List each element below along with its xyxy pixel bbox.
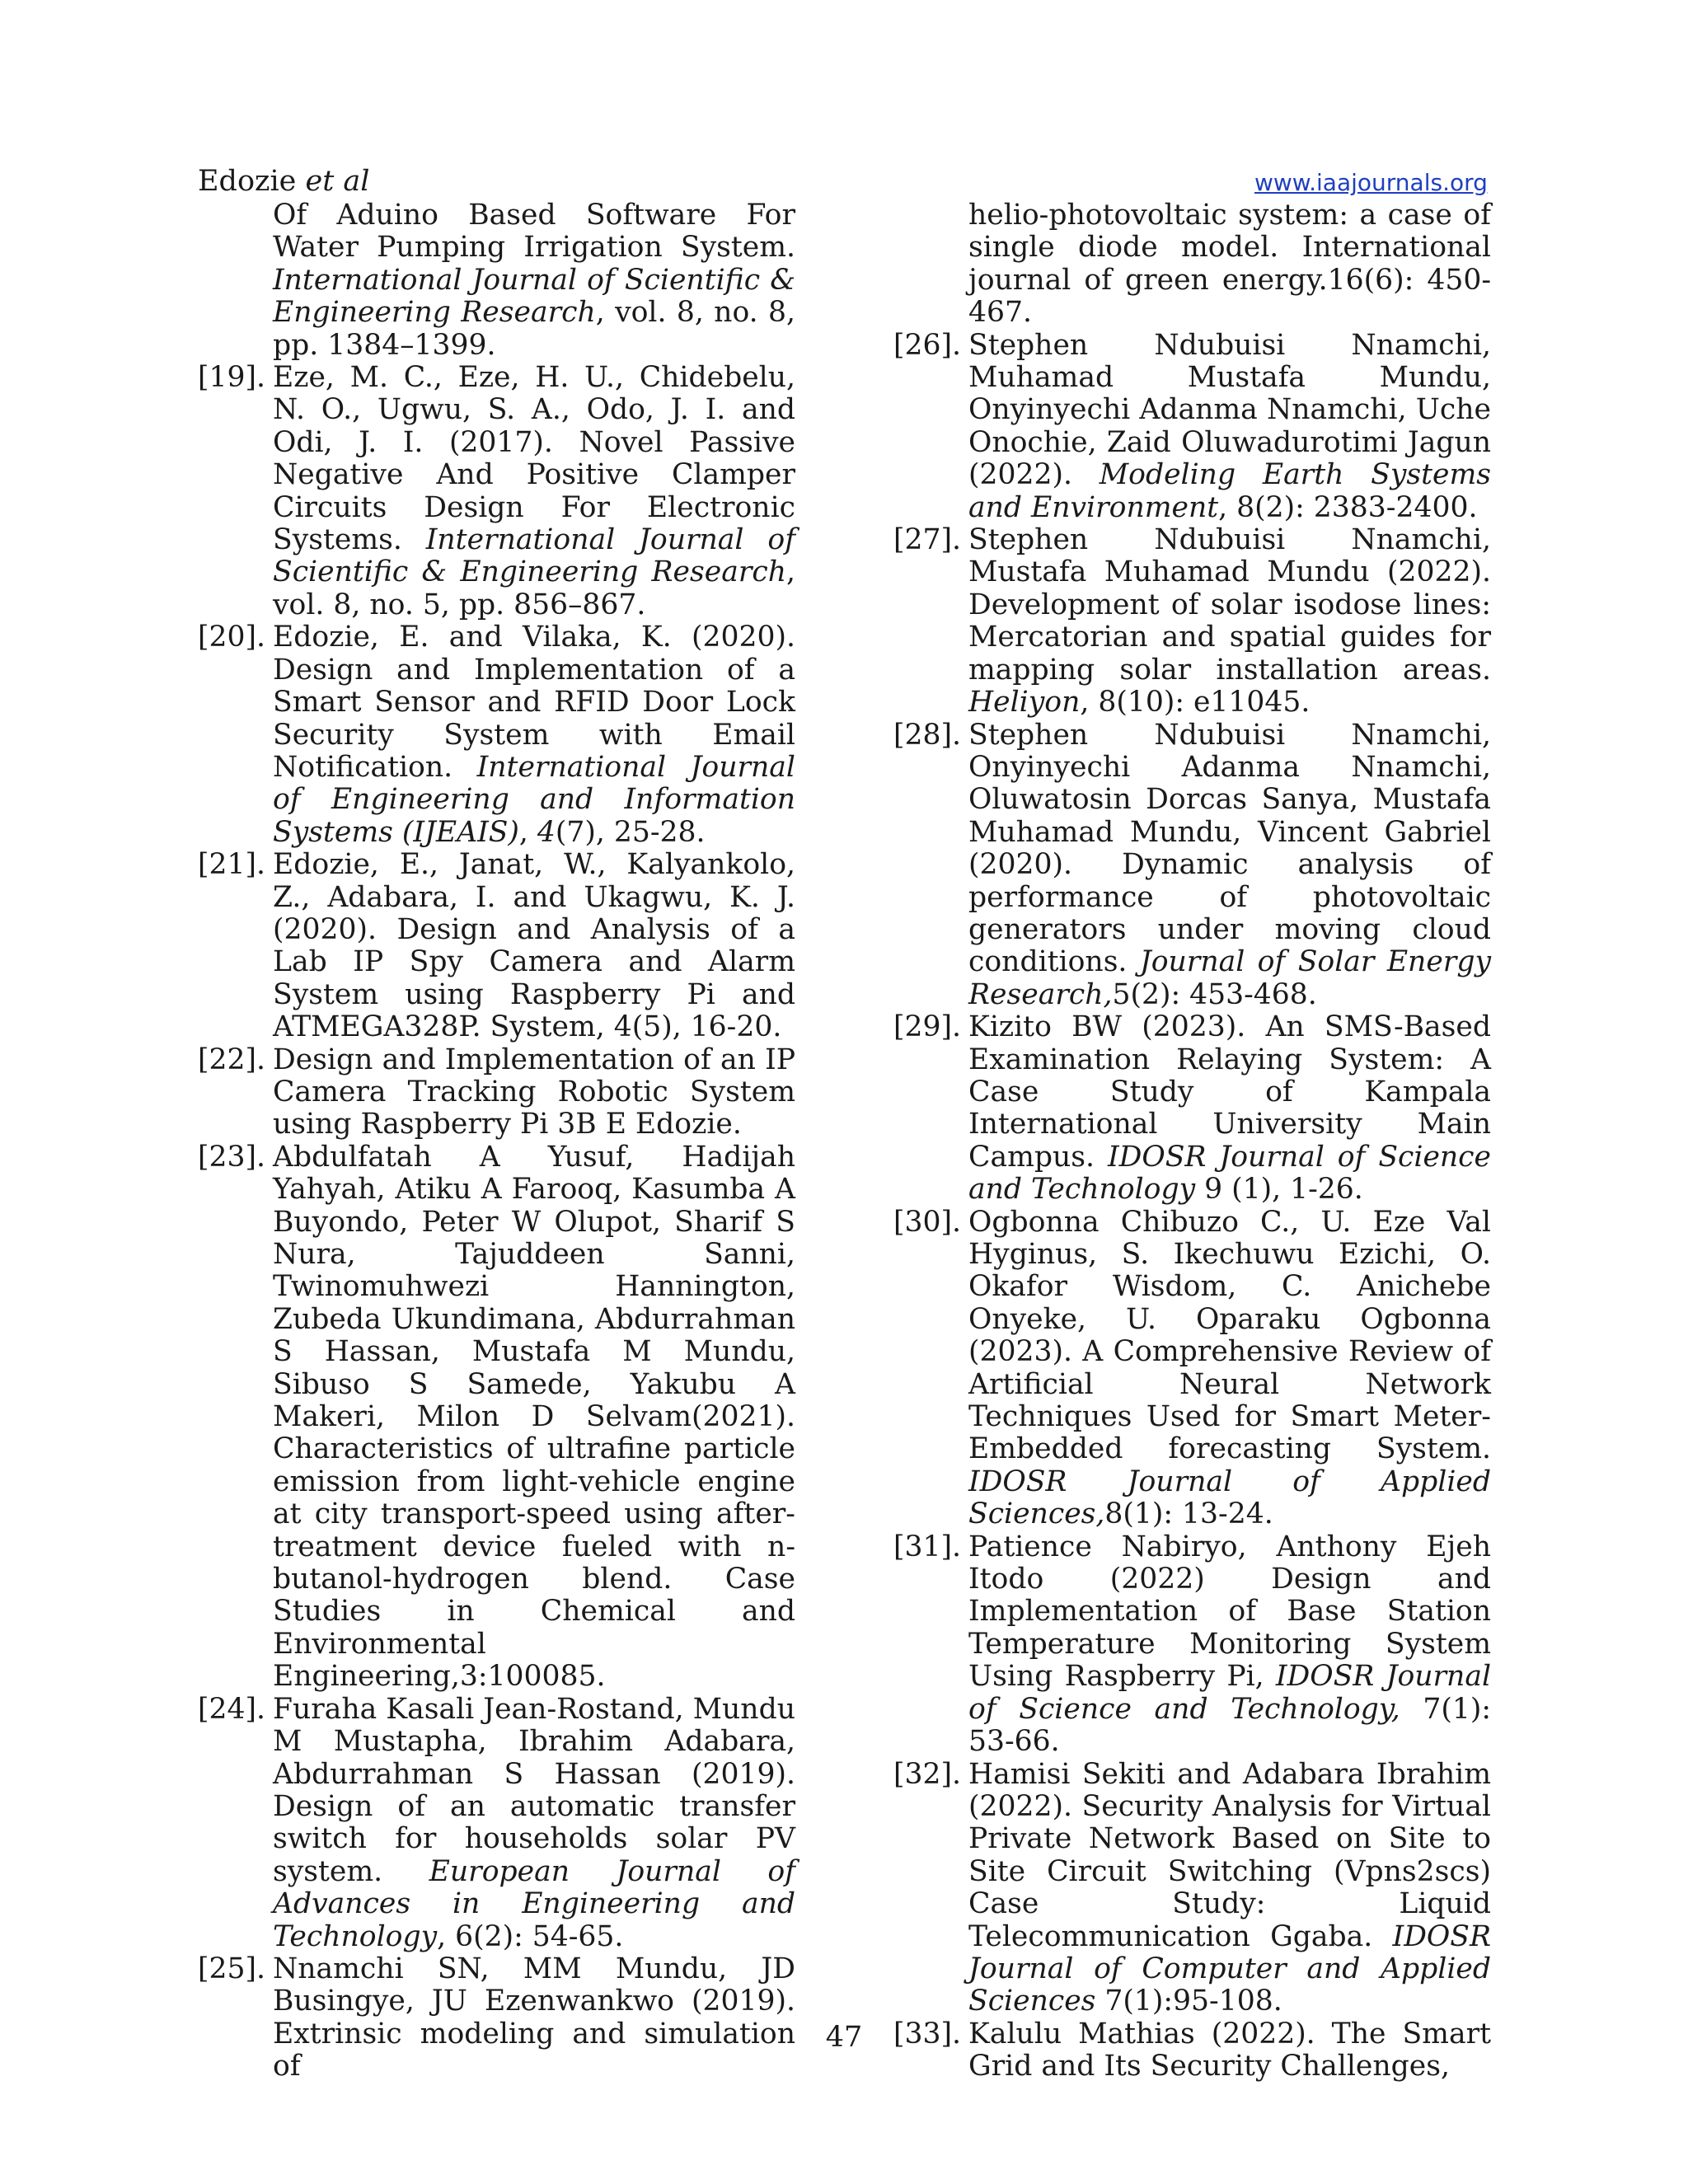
reference-journal: IDOSR Journal of Science and Technology [968, 1140, 1492, 1207]
reference-text: Stephen Ndubuisi Nnamchi, Mustafa Muhamad Mundu (2022). Development of solar isodose lines: Mercatorian and spatial guides for mapping solar installation areas. [968, 523, 1491, 687]
reference-volume: 4 [537, 815, 556, 849]
reference-text: Kalulu Mathias (2022). The Smart Grid and Its Security Challenges, [968, 2017, 1491, 2083]
reference-journal: International Journal of Scientific & Engineering Research [273, 263, 795, 330]
reference-number: [21]. [198, 848, 265, 882]
reference-text: Edozie, E., Janat, W., Kalyankolo, Z., Adabara, I. and Ukagwu, K. J. (2020). Design and Analysis of a Lab IP Spy Camera and Alarm System using Raspberry Pi and ATMEGA328P. System, 4(5), 16-20. [273, 848, 795, 1044]
reference-text: Edozie, E. and Vilaka, K. (2020). Design and Implementation of a Smart Sensor and RFID Door Lock Security System with Email Notification. [273, 621, 795, 784]
reference-number: [25]. [198, 1952, 265, 1985]
reference-continuation [198, 199, 795, 362]
reference-journal: International Journal of Scientific & Engineering Research [273, 523, 795, 589]
reference-27 [893, 524, 1491, 719]
reference-22 [198, 1044, 795, 1141]
reference-number: [23]. [198, 1140, 265, 1174]
reference-text: , 8(2): 2383-2400. [1218, 490, 1478, 524]
reference-25 [198, 1953, 795, 2083]
reference-text: , vol. 8, no. 8, pp. 1384–1399. [273, 296, 795, 362]
right-reference-column [893, 199, 1491, 2083]
reference-text: , [518, 815, 537, 849]
reference-number: [20]. [198, 621, 265, 654]
reference-text: Eze, M. C., Eze, H. U., Chidebelu, N. O., Ugwu, S. A., Odo, J. I. and Odi, J. I. (2017). Novel Passive Negative And Positive Clamper Circuits Design For Electronic Systems. [273, 361, 795, 557]
reference-text: Hamisi Sekiti and Adabara Ibrahim (2022). Security Analysis for Virtual Private Network Based on Site to Site Circuit Switching (Vpns2scs) Case Study: Liquid Telecommunication Ggaba. [968, 1757, 1491, 1953]
reference-text: 5(2): 453-468. [1112, 977, 1317, 1011]
reference-text: 7(1):95-108. [1095, 1985, 1282, 2018]
reference-text: 9 (1), 1-26. [1195, 1173, 1363, 1207]
reference-journal: Journal of Solar Energy Research, [968, 945, 1491, 1011]
reference-text: Of Aduino Based Software For Water Pumping Irrigation System. [273, 199, 795, 265]
reference-text: Stephen Ndubuisi Nnamchi, Onyinyechi Adanma Nnamchi, Oluwatosin Dorcas Sanya, Mustafa Muhamad Mundu, Vincent Gabriel (2020). Dynamic analysis of performance of photovoltaic generators under moving cloud conditions. [968, 718, 1491, 979]
reference-journal: IDOSR Journal of Computer and Applied Sciences [968, 1919, 1491, 2018]
reference-24 [198, 1694, 795, 1953]
reference-31 [893, 1531, 1491, 1759]
reference-continuation [893, 199, 1491, 330]
reference-30 [893, 1207, 1491, 1531]
reference-20 [198, 621, 795, 849]
reference-number: [28]. [893, 718, 961, 752]
reference-text: Design and Implementation of an IP Camera Tracking Robotic System using Raspberry Pi 3B E Edozie. [273, 1043, 795, 1141]
running-header-author [198, 162, 369, 200]
reference-journal: Modeling Earth Systems and Environment [968, 458, 1491, 524]
reference-text: , 6(2): 54-65. [437, 1919, 624, 1953]
author-suffix: et al [305, 165, 370, 198]
reference-number: [24]. [198, 1692, 265, 1726]
reference-text: Patience Nabiryo, Anthony Ejeh Itodo (2022) Design and Implementation of Base Station Temperature Monitoring System Using Raspberry Pi, [968, 1530, 1491, 1694]
reference-number: [32]. [893, 1757, 961, 1791]
reference-journal: International Journal of Engineering and Information Systems (IJEAIS) [273, 750, 795, 849]
reference-text: 8(1): 13-24. [1104, 1497, 1273, 1531]
reference-text: Stephen Ndubuisi Nnamchi, Muhamad Mustafa Mundu, Onyinyechi Adanma Nnamchi, Uche Onochie, Zaid Oluwadurotimi Jagun (2022). [968, 328, 1491, 492]
journal-website-link[interactable]: www.iaajournals.org [1254, 169, 1488, 196]
reference-text: (7), 25-28. [555, 815, 706, 849]
reference-text: 7(1): 53-66. [968, 1692, 1491, 1759]
reference-23 [198, 1141, 795, 1694]
reference-number: [29]. [893, 1010, 961, 1044]
reference-journal: IDOSR Journal of Science and Technology, [968, 1660, 1491, 1726]
reference-text: Abdulfatah A Yusuf, Hadijah Yahyah, Atiku A Farooq, Kasumba A Buyondo, Peter W Olupot, Sharif S Nura, Tajuddeen Sanni, Twinomuhwezi Hannington, Zubeda Ukundimana, Abdurrahman S Hassan, Mustafa M Mundu, Sibuso S Samede, Yakubu A Makeri, Milon D Selvam(2021). Characteristics of ultrafine particle emission from light-vehicle engine at city transport-speed using after-treatment device fueled with n-butanol-hydrogen blend. Case Studies in Chemical and Environmental Engineering,3:100085. [273, 1140, 795, 1694]
reference-26 [893, 330, 1491, 524]
reference-number: [31]. [893, 1530, 961, 1563]
reference-19 [198, 362, 795, 621]
reference-text: Furaha Kasali Jean-Rostand, Mundu M Mustapha, Ibrahim Adabara, Abdurrahman S Hassan (2019). Design of an automatic transfer switch for households solar PV system. [273, 1692, 795, 1888]
reference-journal: IDOSR Journal of Applied Sciences, [968, 1465, 1491, 1531]
reference-text: Ogbonna Chibuzo C., U. Eze Val Hyginus, S. Ikechuwu Ezichi, O. Okafor Wisdom, C. Anichebe Onyeke, U. Oparaku Ogbonna (2023). A Comprehensive Review of Artificial Neural Network Techniques Used for Smart Meter-Embedded forecasting System. [968, 1205, 1491, 1466]
reference-journal: Heliyon [968, 686, 1081, 719]
reference-21 [198, 849, 795, 1043]
reference-32 [893, 1759, 1491, 2018]
reference-29 [893, 1011, 1491, 1206]
reference-number: [19]. [198, 361, 265, 395]
reference-journal: European Journal of Advances in Engineering and Technology [273, 1854, 795, 1953]
page-number: 47 [825, 2021, 863, 2054]
reference-number: [26]. [893, 328, 961, 362]
reference-number: [22]. [198, 1043, 265, 1076]
reference-number: [30]. [893, 1205, 961, 1239]
reference-text: Nnamchi SN, MM Mundu, JD Busingye, JU Ezenwankwo (2019). Extrinsic modeling and simulation of [273, 1952, 795, 2083]
left-reference-column [198, 199, 795, 2083]
reference-text: , vol. 8, no. 5, pp. 856–867. [273, 555, 795, 621]
reference-text: helio-photovoltaic system: a case of single diode model. International journal of green energy.16(6): 450-467. [968, 199, 1491, 330]
reference-number: [33]. [893, 2017, 961, 2050]
reference-number: [27]. [893, 523, 961, 557]
reference-text: Kizito BW (2023). An SMS-Based Examination Relaying System: A Case Study of Kampala International University Main Campus. [968, 1010, 1491, 1174]
reference-28 [893, 719, 1491, 1012]
reference-text: , 8(10): e11045. [1080, 686, 1311, 719]
author-name: Edozie [198, 165, 297, 198]
